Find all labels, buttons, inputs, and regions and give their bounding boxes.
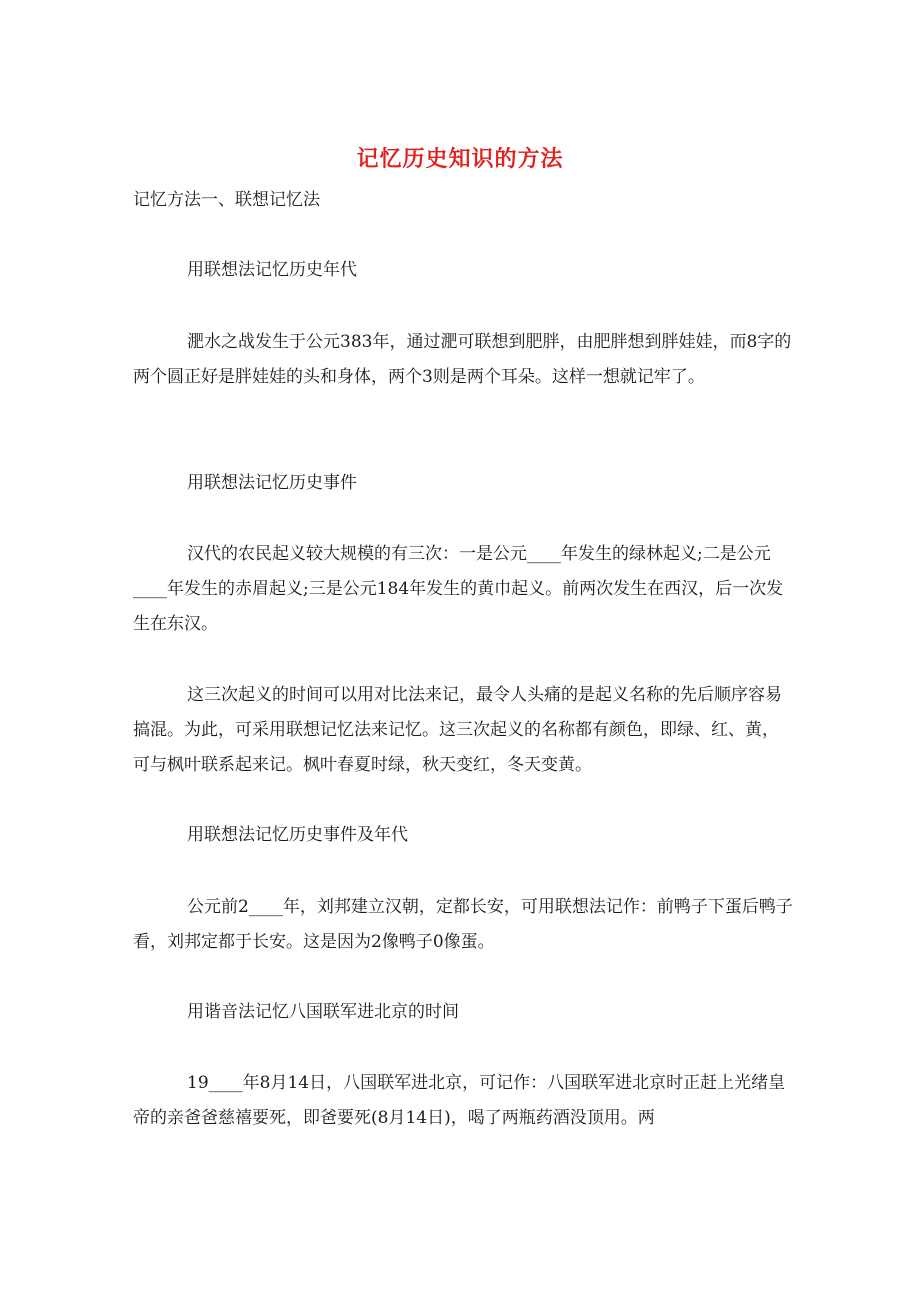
page-title: 记忆历史知识的方法	[356, 146, 564, 172]
subheading-year: 用联想法记忆历史年代	[187, 260, 357, 280]
paragraph-colors: 这三次起义的时间可以用对比法来记，最令人头痛的是起义名称的先后顺序容易搞混。为此，可采用联想记忆法来记忆。这三次起义的名称都有颜色，即绿、红、黄，可与枫叶联系起来记。枫叶春夏时绿，秋天变红，冬天变黄。	[133, 685, 782, 775]
paragraph-feishui: 淝水之战发生于公元383年，通过淝可联想到肥胖，由肥胖想到胖娃娃，而8字的两个圆正好是胖娃娃的头和身体，两个3则是两个耳朵。这样一想就记牢了。	[133, 332, 792, 387]
subheading-event: 用联想法记忆历史事件	[187, 473, 357, 493]
paragraph-eight-nations: 19____年8月14日，八国联军进北京，可记作：八国联军进北京时正赶上光绪皇帝的亲爸爸慈禧要死，即爸要死(8月14日)，喝了两瓶药酒没顶用。两	[133, 1073, 786, 1128]
subheading-event-year: 用联想法记忆历史事件及年代	[187, 825, 408, 845]
section-heading-association: 记忆方法一、联想记忆法	[133, 190, 320, 210]
paragraph-uprisings: 汉代的农民起义较大规模的有三次：一是公元____年发生的绿林起义;二是公元____年发生的赤眉起义;三是公元184年发生的黄巾起义。前两次发生在西汉，后一次发生在东汉。	[133, 544, 784, 634]
paragraph-liubang: 公元前2____年，刘邦建立汉朝，定都长安，可用联想法记作：前鸭子下蛋后鸭子看，刘邦定都于长安。这是因为2像鸭子0像蛋。	[133, 897, 793, 952]
subheading-homophone: 用谐音法记忆八国联军进北京的时间	[187, 1002, 459, 1022]
